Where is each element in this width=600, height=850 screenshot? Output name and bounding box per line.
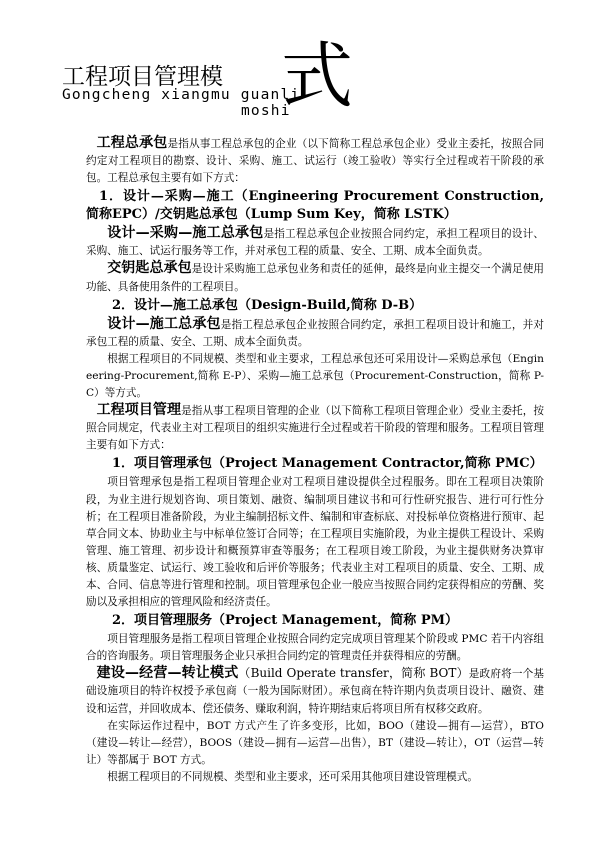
heading-pmc: 1．项目管理承包（Project Management Contractor,简称 PMC） <box>112 456 543 472</box>
term-bot-english: （Build Operate transfer，简称 BOT） <box>238 666 469 681</box>
term-project-management: 工程项目管理 <box>96 402 182 419</box>
paragraph-ep-pc: 根据工程项目的不同规模、类型和业主要求，工程总承包还可采用设计—采购总承包（Engineering-Procurement,简称 E-P）、采购—施工总承包（Procurement-Construction，简称 P-C）等方式。 <box>86 352 544 400</box>
term-epc: 设计—采购—施工总承包 <box>107 225 264 242</box>
document-title: 工程项目管理模 <box>62 64 223 90</box>
heading-pm: 2．项目管理服务（Project Management，简称 PM） <box>112 613 458 629</box>
paragraph-bot-variants: 在实际运作过程中，BOT 方式产生了许多变形，比如，BOO（建设—拥有—运营），BTO（建设—转让—经营），BOOS（建设—拥有—运营—出售），BT（建设—转让），OT（运营—转让）等都属于 BOT 方式。 <box>86 719 544 766</box>
pinyin-title-line2: moshi <box>241 103 291 119</box>
paragraph-pm: 项目管理服务是指工程项目管理企业按照合同约定完成项目管理某个阶段或 PMC 若干内容组合的咨询服务。项目管理服务企业只承担合同约定的管理责任并获得相应的劳酬。 <box>86 633 544 663</box>
paragraph-turnkey-definition <box>86 260 544 295</box>
term-turnkey: 交钥匙总承包 <box>107 260 192 277</box>
paragraph-closing: 根据工程项目的不同规模、类型和业主要求，还可采用其他项目建设管理模式。 <box>107 770 478 783</box>
paragraph-design-build-definition <box>86 316 544 351</box>
document-body <box>86 135 544 786</box>
paragraph-bot <box>86 665 544 717</box>
paragraph-engineering-general-contracting <box>86 135 544 187</box>
term-design-build: 设计—施工总承包 <box>107 315 221 332</box>
text: 是指从事工程项目管理的企业（以下简称工程项目管理企业）受业主委托，按照合同规定，代表业主对工程项目的组织实施进行全过程或若干阶段的管理和服务。工程项目管理主要有如下方式： <box>86 405 545 452</box>
text: 是政府将一个基础设施项目的特许权授予承包商（一般为国际财团）。承包商在特许期内负责项目设计、融资、建设和运营，并回收成本、偿还债务、赚取利润，特许期结束后将项目所有权移交政府。 <box>86 668 545 715</box>
text: 是指从事工程总承包的企业（以下简称工程总承包企业）受业主委托，按照合同约定对工程项目的勘察、设计、采购、施工、试运行（竣工验收）等实行全过程或若干阶段的承包。工程总承包主要有如下方式： <box>86 138 545 185</box>
text: 是设计采购施工总承包业务和责任的延伸，最终是向业主提交一个满足使用功能、具备使用条件的工程项目。 <box>86 263 545 293</box>
paragraph-pmc: 项目管理承包是指工程项目管理企业对工程项目建设提供全过程服务。即在工程项目决策阶段，为业主进行规划咨询、项目策划、融资、编制项目建议书和可行性研究报告、进行可行性分析；在工程项目准备阶段，为业主编制招标文件、编制和审查标底、对投标单位资格进行预审、起草合同文本、协助业主与中标单位签订合同等；在工程项目实施阶段，为业主提供工程设计、采购管理、施工管理、初步设计和概预算审查等服务；在工程项目竣工阶段，为业主提供财务决算审核、质量鉴定、试运行、竣工验收和后评价等服务；代表业主对工程项目的质量、安全、工期、成本、合同、信息等进行管理和控制。项目管理承包企业一般应当按照合同约定获得相应的劳酬、奖励以及承担相应的管理风险和经济责任。 <box>86 476 544 609</box>
document-title-large-char: 式 <box>281 34 354 118</box>
paragraph-project-management <box>86 402 544 454</box>
heading-epc: 1．设计—采购—施工（Engineering Procurement Construction,简称EPC）/交钥匙总承包（Lump Sum Key，简称 LSTK） <box>86 189 544 223</box>
text: 是指工程总承包企业按照合同约定，承担工程项目设计和施工，并对承包工程的质量、安全、工期、成本全面负责。 <box>86 318 544 348</box>
heading-design-build: 2．设计—施工总承包（Design-Build,简称 D-B） <box>112 297 423 313</box>
term-engineering-general-contracting: 工程总承包 <box>96 135 168 151</box>
text: 是指工程总承包企业按照合同约定，承担工程项目的设计、采购、施工、试运行服务等工作，并对承包工程的质量、安全、工期、成本全面负责。 <box>86 228 545 258</box>
term-bot: 建设—经营—转让模式 <box>96 665 239 682</box>
paragraph-epc-definition <box>86 225 544 260</box>
pinyin-title-line1: Gongcheng xiangmu guanli <box>62 87 301 103</box>
